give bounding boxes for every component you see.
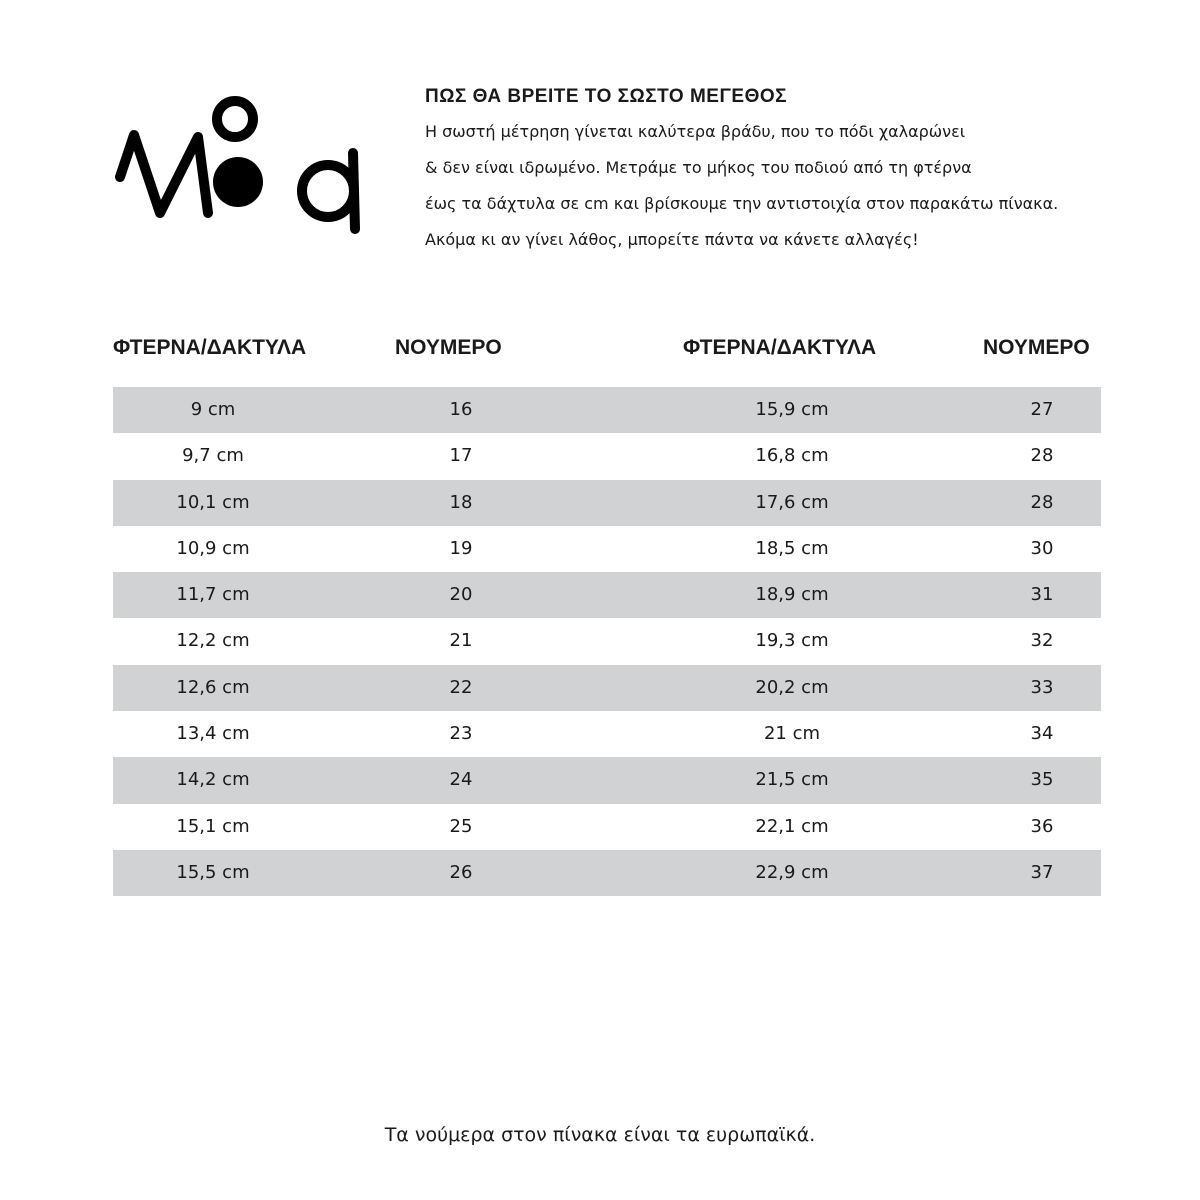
shoe-size-cell: 35	[1030, 769, 1054, 791]
shoe-size-cell: 27	[1030, 399, 1054, 420]
shoe-size-cell: 28	[1030, 491, 1054, 513]
foot-length-cell: 22,9 cm	[755, 861, 829, 883]
foot-length-cell: 14,2 cm	[176, 769, 250, 791]
shoe-size-cell: 34	[1030, 723, 1054, 745]
foot-length-cell: 20,2 cm	[755, 676, 829, 698]
column-header-size: ΝΟΥΜΕΡΟ	[983, 336, 1090, 359]
foot-length-cell: 22,1 cm	[755, 815, 829, 837]
foot-length-cell: 15,9 cm	[755, 399, 829, 420]
shoe-size-cell: 25	[449, 815, 473, 837]
shoe-size-cell: 21	[449, 630, 473, 652]
foot-length-cell: 15,5 cm	[176, 861, 250, 883]
instructions-line: έως τα δάχτυλα σε cm και βρίσκουμε την αντιστοιχία στον παρακάτω πίνακα.	[425, 194, 1059, 213]
european-sizes-note: Τα νούμερα στον πίνακα είναι τα ευρωπαϊκά.	[384, 1124, 816, 1146]
table-row	[113, 572, 1101, 618]
shoe-size-cell: 36	[1030, 815, 1054, 837]
shoe-size-cell: 28	[1030, 445, 1054, 467]
foot-length-cell: 18,5 cm	[755, 537, 829, 559]
instructions-title: ΠΩΣ ΘΑ ΒΡΕΙΤΕ ΤΟ ΣΩΣΤΟ ΜΕΓΕΘΟΣ	[425, 86, 788, 107]
foot-length-cell: 19,3 cm	[755, 630, 829, 652]
column-header-heel-to-toe: ΦΤΕΡΝΑ/ΔΑΚΤΥΛΑ	[113, 336, 307, 359]
foot-length-cell: 10,9 cm	[176, 537, 250, 559]
table-row	[113, 850, 1101, 896]
instructions-line: Η σωστή μέτρηση γίνεται καλύτερα βράδυ, που το πόδι χαλαρώνει	[425, 122, 966, 141]
shoe-size-cell: 17	[449, 445, 473, 467]
table-row	[113, 387, 1101, 433]
brand-logo	[110, 95, 365, 240]
sizing-instructions	[425, 86, 1145, 258]
table-row	[113, 618, 1101, 664]
table-row	[113, 711, 1101, 757]
table-row	[113, 757, 1101, 803]
column-header-heel-to-toe: ΦΤΕΡΝΑ/ΔΑΚΤΥΛΑ	[683, 336, 877, 359]
shoe-size-cell: 26	[449, 861, 473, 883]
table-row	[113, 480, 1101, 526]
shoe-size-cell: 24	[449, 769, 473, 791]
table-row	[113, 526, 1101, 572]
table-row	[113, 433, 1101, 479]
shoe-size-cell: 33	[1030, 676, 1054, 698]
foot-length-cell: 16,8 cm	[755, 445, 829, 467]
foot-length-cell: 21,5 cm	[755, 769, 829, 791]
foot-length-cell: 13,4 cm	[176, 723, 250, 745]
foot-length-cell: 11,7 cm	[176, 584, 250, 606]
instructions-line: & δεν είναι ιδρωμένο. Μετράμε το μήκος του ποδιού από τη φτέρνα	[425, 158, 972, 177]
foot-length-cell: 12,6 cm	[176, 676, 250, 698]
shoe-size-cell: 37	[1030, 861, 1054, 883]
table-header	[0, 336, 1200, 366]
size-table	[113, 387, 1101, 896]
foot-length-cell: 17,6 cm	[755, 491, 829, 513]
shoe-size-cell: 16	[449, 399, 473, 420]
table-row	[113, 804, 1101, 850]
foot-length-cell: 9 cm	[190, 399, 236, 420]
shoe-size-cell: 20	[449, 584, 473, 606]
shoe-size-cell: 22	[449, 676, 473, 698]
shoe-size-cell: 32	[1030, 630, 1054, 652]
column-header-size: ΝΟΥΜΕΡΟ	[395, 336, 502, 359]
foot-length-cell: 18,9 cm	[755, 584, 829, 606]
foot-length-cell: 15,1 cm	[176, 815, 250, 837]
foot-length-cell: 12,2 cm	[176, 630, 250, 652]
shoe-size-cell: 31	[1030, 584, 1054, 606]
mood-logo-graphic	[110, 95, 365, 240]
foot-length-cell: 9,7 cm	[182, 445, 244, 467]
foot-length-cell: 21 cm	[763, 723, 821, 745]
shoe-size-cell: 18	[449, 491, 473, 513]
shoe-size-cell: 30	[1030, 537, 1054, 559]
shoe-size-cell: 23	[449, 723, 473, 745]
table-row	[113, 665, 1101, 711]
shoe-size-cell: 19	[449, 537, 473, 559]
instructions-line: Ακόμα κι αν γίνει λάθος, μπορείτε πάντα να κάνετε αλλαγές!	[425, 230, 919, 249]
foot-length-cell: 10,1 cm	[176, 491, 250, 513]
